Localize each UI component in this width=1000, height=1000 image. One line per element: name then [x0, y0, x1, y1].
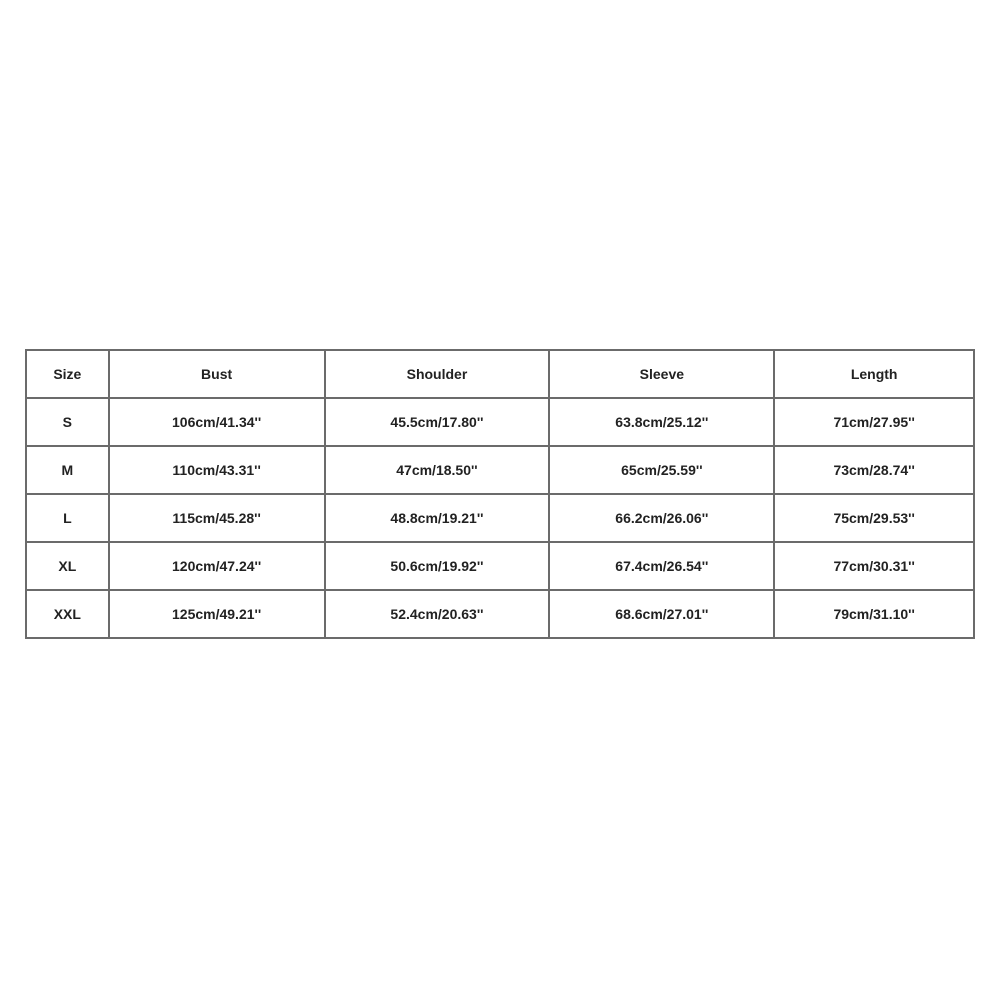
table-row: [26, 590, 974, 638]
table-row: [26, 542, 974, 590]
cell-size: M: [26, 446, 109, 494]
cell-size: XL: [26, 542, 109, 590]
cell-size: XXL: [26, 590, 109, 638]
cell-shoulder: 45.5cm/17.80'': [325, 398, 550, 446]
table-row: [26, 446, 974, 494]
cell-sleeve: 63.8cm/25.12'': [549, 398, 774, 446]
cell-bust: 125cm/49.21'': [109, 590, 325, 638]
cell-shoulder: 50.6cm/19.92'': [325, 542, 550, 590]
cell-length: 79cm/31.10'': [774, 590, 974, 638]
cell-shoulder: 47cm/18.50'': [325, 446, 550, 494]
cell-sleeve: 67.4cm/26.54'': [549, 542, 774, 590]
cell-length: 77cm/30.31'': [774, 542, 974, 590]
cell-bust: 115cm/45.28'': [109, 494, 325, 542]
cell-length: 71cm/27.95'': [774, 398, 974, 446]
cell-size: S: [26, 398, 109, 446]
cell-bust: 110cm/43.31'': [109, 446, 325, 494]
cell-length: 75cm/29.53'': [774, 494, 974, 542]
table-row: [26, 398, 974, 446]
header-size: Size: [26, 350, 109, 398]
cell-bust: 120cm/47.24'': [109, 542, 325, 590]
header-length: Length: [774, 350, 974, 398]
header-shoulder: Shoulder: [325, 350, 550, 398]
cell-shoulder: 52.4cm/20.63'': [325, 590, 550, 638]
cell-shoulder: 48.8cm/19.21'': [325, 494, 550, 542]
table-header-row: [26, 350, 974, 398]
cell-sleeve: 65cm/25.59'': [549, 446, 774, 494]
cell-sleeve: 66.2cm/26.06'': [549, 494, 774, 542]
cell-size: L: [26, 494, 109, 542]
header-bust: Bust: [109, 350, 325, 398]
size-chart-table: [25, 349, 975, 639]
cell-bust: 106cm/41.34'': [109, 398, 325, 446]
table-row: [26, 494, 974, 542]
cell-sleeve: 68.6cm/27.01'': [549, 590, 774, 638]
header-sleeve: Sleeve: [549, 350, 774, 398]
cell-length: 73cm/28.74'': [774, 446, 974, 494]
